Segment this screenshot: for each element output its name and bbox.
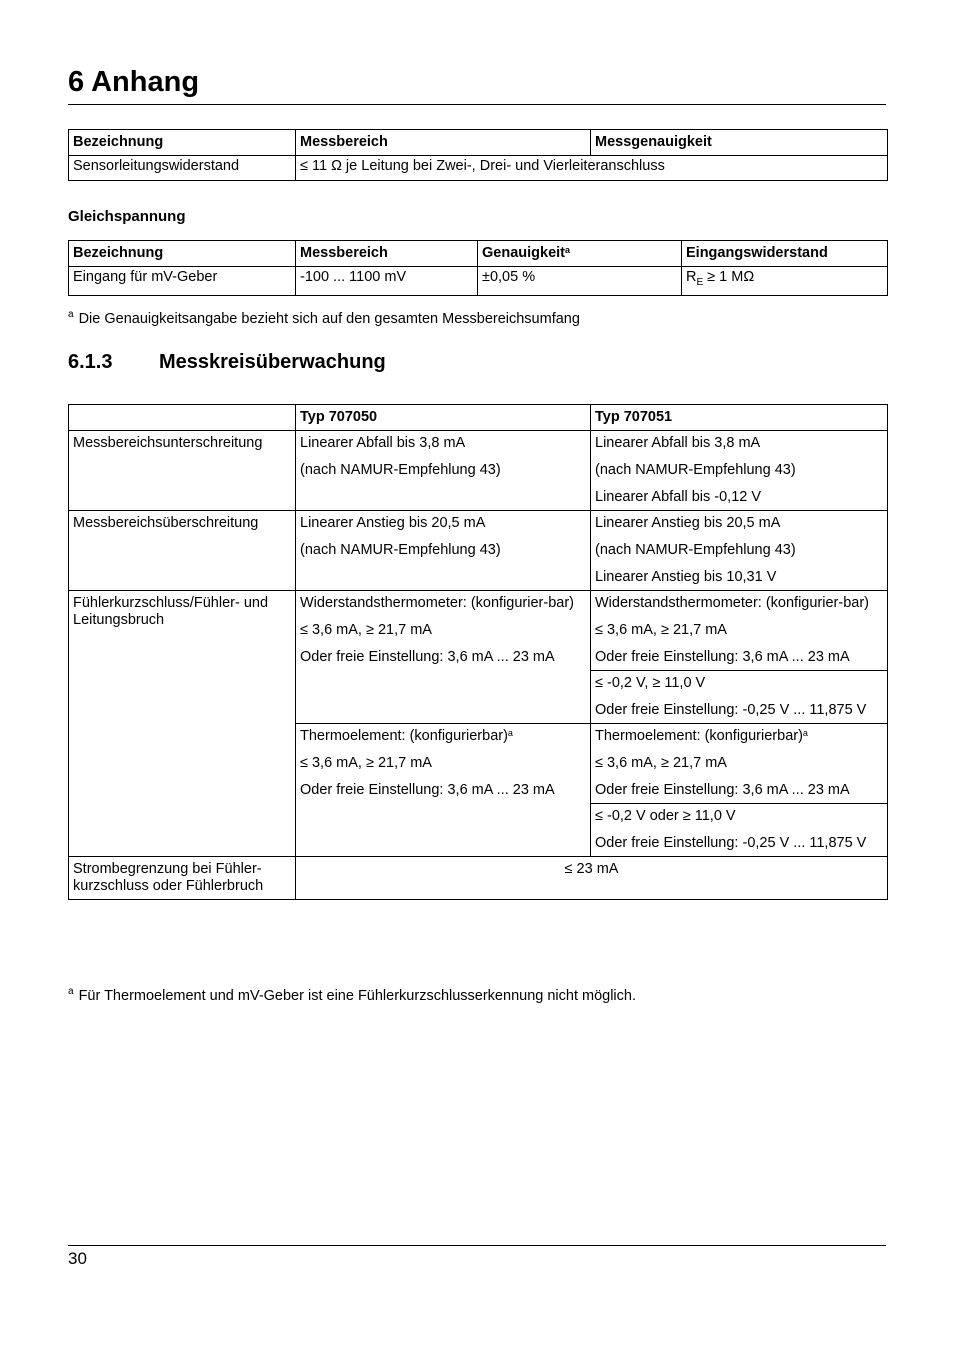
text-line: Oder freie Einstellung: 3,6 mA ... 23 mA (595, 649, 850, 665)
sensor-resistance-table (68, 129, 888, 181)
text-line: ≤ 3,6 mA, ≥ 21,7 mA (300, 755, 432, 771)
footnote-text: Für Thermoelement und mV-Geber ist eine Fühlerkurzschlusserkennung nicht möglich. (78, 988, 636, 1004)
section-number: 6.1.3 (68, 351, 113, 373)
text-line: Linearer Abfall bis 3,8 mA (300, 435, 466, 451)
te-label-line (300, 728, 586, 745)
page-number: 30 (68, 1249, 87, 1268)
text-line: ≤ 3,6 mA, ≥ 21,7 mA (595, 755, 727, 771)
text-line: ≤ 3,6 mA, ≥ 21,7 mA (300, 622, 432, 638)
table2-cell-messbereich: -100 ... 1100 mV (296, 267, 478, 296)
table2-header-eingangswiderstand: Eingangswiderstand (682, 241, 888, 267)
chapter-title: 6 Anhang (68, 66, 200, 98)
title-rule (68, 104, 886, 105)
text-line: Oder freie Einstellung: -0,25 V ... 11,875 V (595, 702, 867, 718)
text-line: ≤ -0,2 V, ≥ 11,0 V (595, 675, 706, 691)
text-line: Oder freie Einstellung: 3,6 mA ... 23 mA (300, 649, 555, 665)
text-line: Oder freie Einstellung: 3,6 mA ... 23 mA (595, 782, 850, 798)
table1-header-bezeichnung: Bezeichnung (69, 130, 296, 156)
wt-typ1 (296, 591, 591, 724)
ueberschreitung-typ2 (591, 511, 888, 591)
table1-header-messgenauigkeit: Messgenauigkeit (591, 130, 888, 156)
ueberschreitung-label: Messbereichsüberschreitung (69, 511, 296, 591)
text-line: ≤ 3,6 mA, ≥ 21,7 mA (595, 622, 727, 638)
wt-typ2 (591, 591, 888, 671)
messkreis-footnote (68, 988, 636, 1004)
footnote-marker: a (802, 728, 808, 738)
table1-cell-wert: ≤ 11 Ω je Leitung bei Zwei-, Drei- und Vierleiteranschluss (296, 156, 888, 181)
te-typ2-voltage (591, 804, 888, 857)
te-typ1 (296, 724, 591, 857)
text-line: (nach NAMUR-Empfehlung 43) (300, 462, 501, 478)
table1-cell-bezeichnung: Sensorleitungswiderstand (69, 156, 296, 181)
table2-header-messbereich: Messbereich (296, 241, 478, 267)
table2-header-bezeichnung: Bezeichnung (69, 241, 296, 267)
strombegrenzung-label: Strombegrenzung bei Fühler-kurzschluss oder Fühlerbruch (69, 857, 296, 900)
wt-typ2-voltage (591, 671, 888, 724)
gleichspannung-title: Gleichspannung (68, 208, 186, 225)
text-line: Widerstandsthermometer: (konfigurier-bar) (300, 595, 574, 611)
section-heading (68, 351, 386, 374)
kurzschluss-label: Fühlerkurzschluss/Fühler- und Leitungsbruch (69, 591, 296, 857)
text-line: Linearer Abfall bis -0,12 V (595, 489, 762, 505)
section-title: Messkreisüberwachung (159, 351, 386, 373)
gleichspannung-table (68, 240, 888, 296)
widerstand-subscript: E (696, 276, 704, 288)
genauigkeit-label: Genauigkeit (482, 245, 565, 261)
unterschreitung-label: Messbereichsunterschreitung (69, 431, 296, 511)
footer-rule (68, 1245, 886, 1246)
table2-header-genauigkeit (478, 241, 682, 267)
messkreis-table (68, 404, 888, 900)
text-line: (nach NAMUR-Empfehlung 43) (595, 542, 796, 558)
ueberschreitung-typ1 (296, 511, 591, 591)
text-line: Linearer Abfall bis 3,8 mA (595, 435, 761, 451)
unterschreitung-typ1 (296, 431, 591, 511)
text-line: Linearer Anstieg bis 20,5 mA (300, 515, 486, 531)
table2-cell-widerstand (682, 267, 888, 296)
te-label: Thermoelement: (konfigurierbar) (300, 728, 508, 744)
footnote-marker: a (68, 986, 74, 997)
table3-header-empty (69, 405, 296, 431)
table2-cell-genauigkeit: ±0,05 % (478, 267, 682, 296)
text-line: Oder freie Einstellung: 3,6 mA ... 23 mA (300, 782, 555, 798)
widerstand-value: ≥ 1 MΩ (703, 269, 755, 285)
te-typ2 (591, 724, 888, 804)
table1-header-messbereich: Messbereich (296, 130, 591, 156)
footnote-marker: a (68, 309, 74, 320)
text-line: (nach NAMUR-Empfehlung 43) (595, 462, 796, 478)
footnote-text: Die Genauigkeitsangabe bezieht sich auf den gesamten Messbereichsumfang (78, 311, 580, 327)
text-line: Linearer Anstieg bis 20,5 mA (595, 515, 781, 531)
table3-header-typ2: Typ 707051 (591, 405, 888, 431)
table2-cell-bezeichnung: Eingang für mV-Geber (69, 267, 296, 296)
te-label-line (595, 728, 883, 745)
text-line: (nach NAMUR-Empfehlung 43) (300, 542, 501, 558)
te-label: Thermoelement: (konfigurierbar) (595, 728, 803, 744)
text-line: Oder freie Einstellung: -0,25 V ... 11,875 V (595, 835, 867, 851)
footnote-marker: a (565, 245, 571, 255)
text-line: Widerstandsthermometer: (konfigurier-bar) (595, 595, 869, 611)
footnote-marker: a (507, 728, 513, 738)
unterschreitung-typ2 (591, 431, 888, 511)
gleichspannung-footnote (68, 311, 580, 327)
text-line: ≤ -0,2 V oder ≥ 11,0 V (595, 808, 736, 824)
strombegrenzung-value: ≤ 23 mA (296, 857, 888, 900)
text-line: Linearer Anstieg bis 10,31 V (595, 569, 777, 585)
widerstand-symbol: R (686, 269, 697, 285)
table3-header-typ1: Typ 707050 (296, 405, 591, 431)
